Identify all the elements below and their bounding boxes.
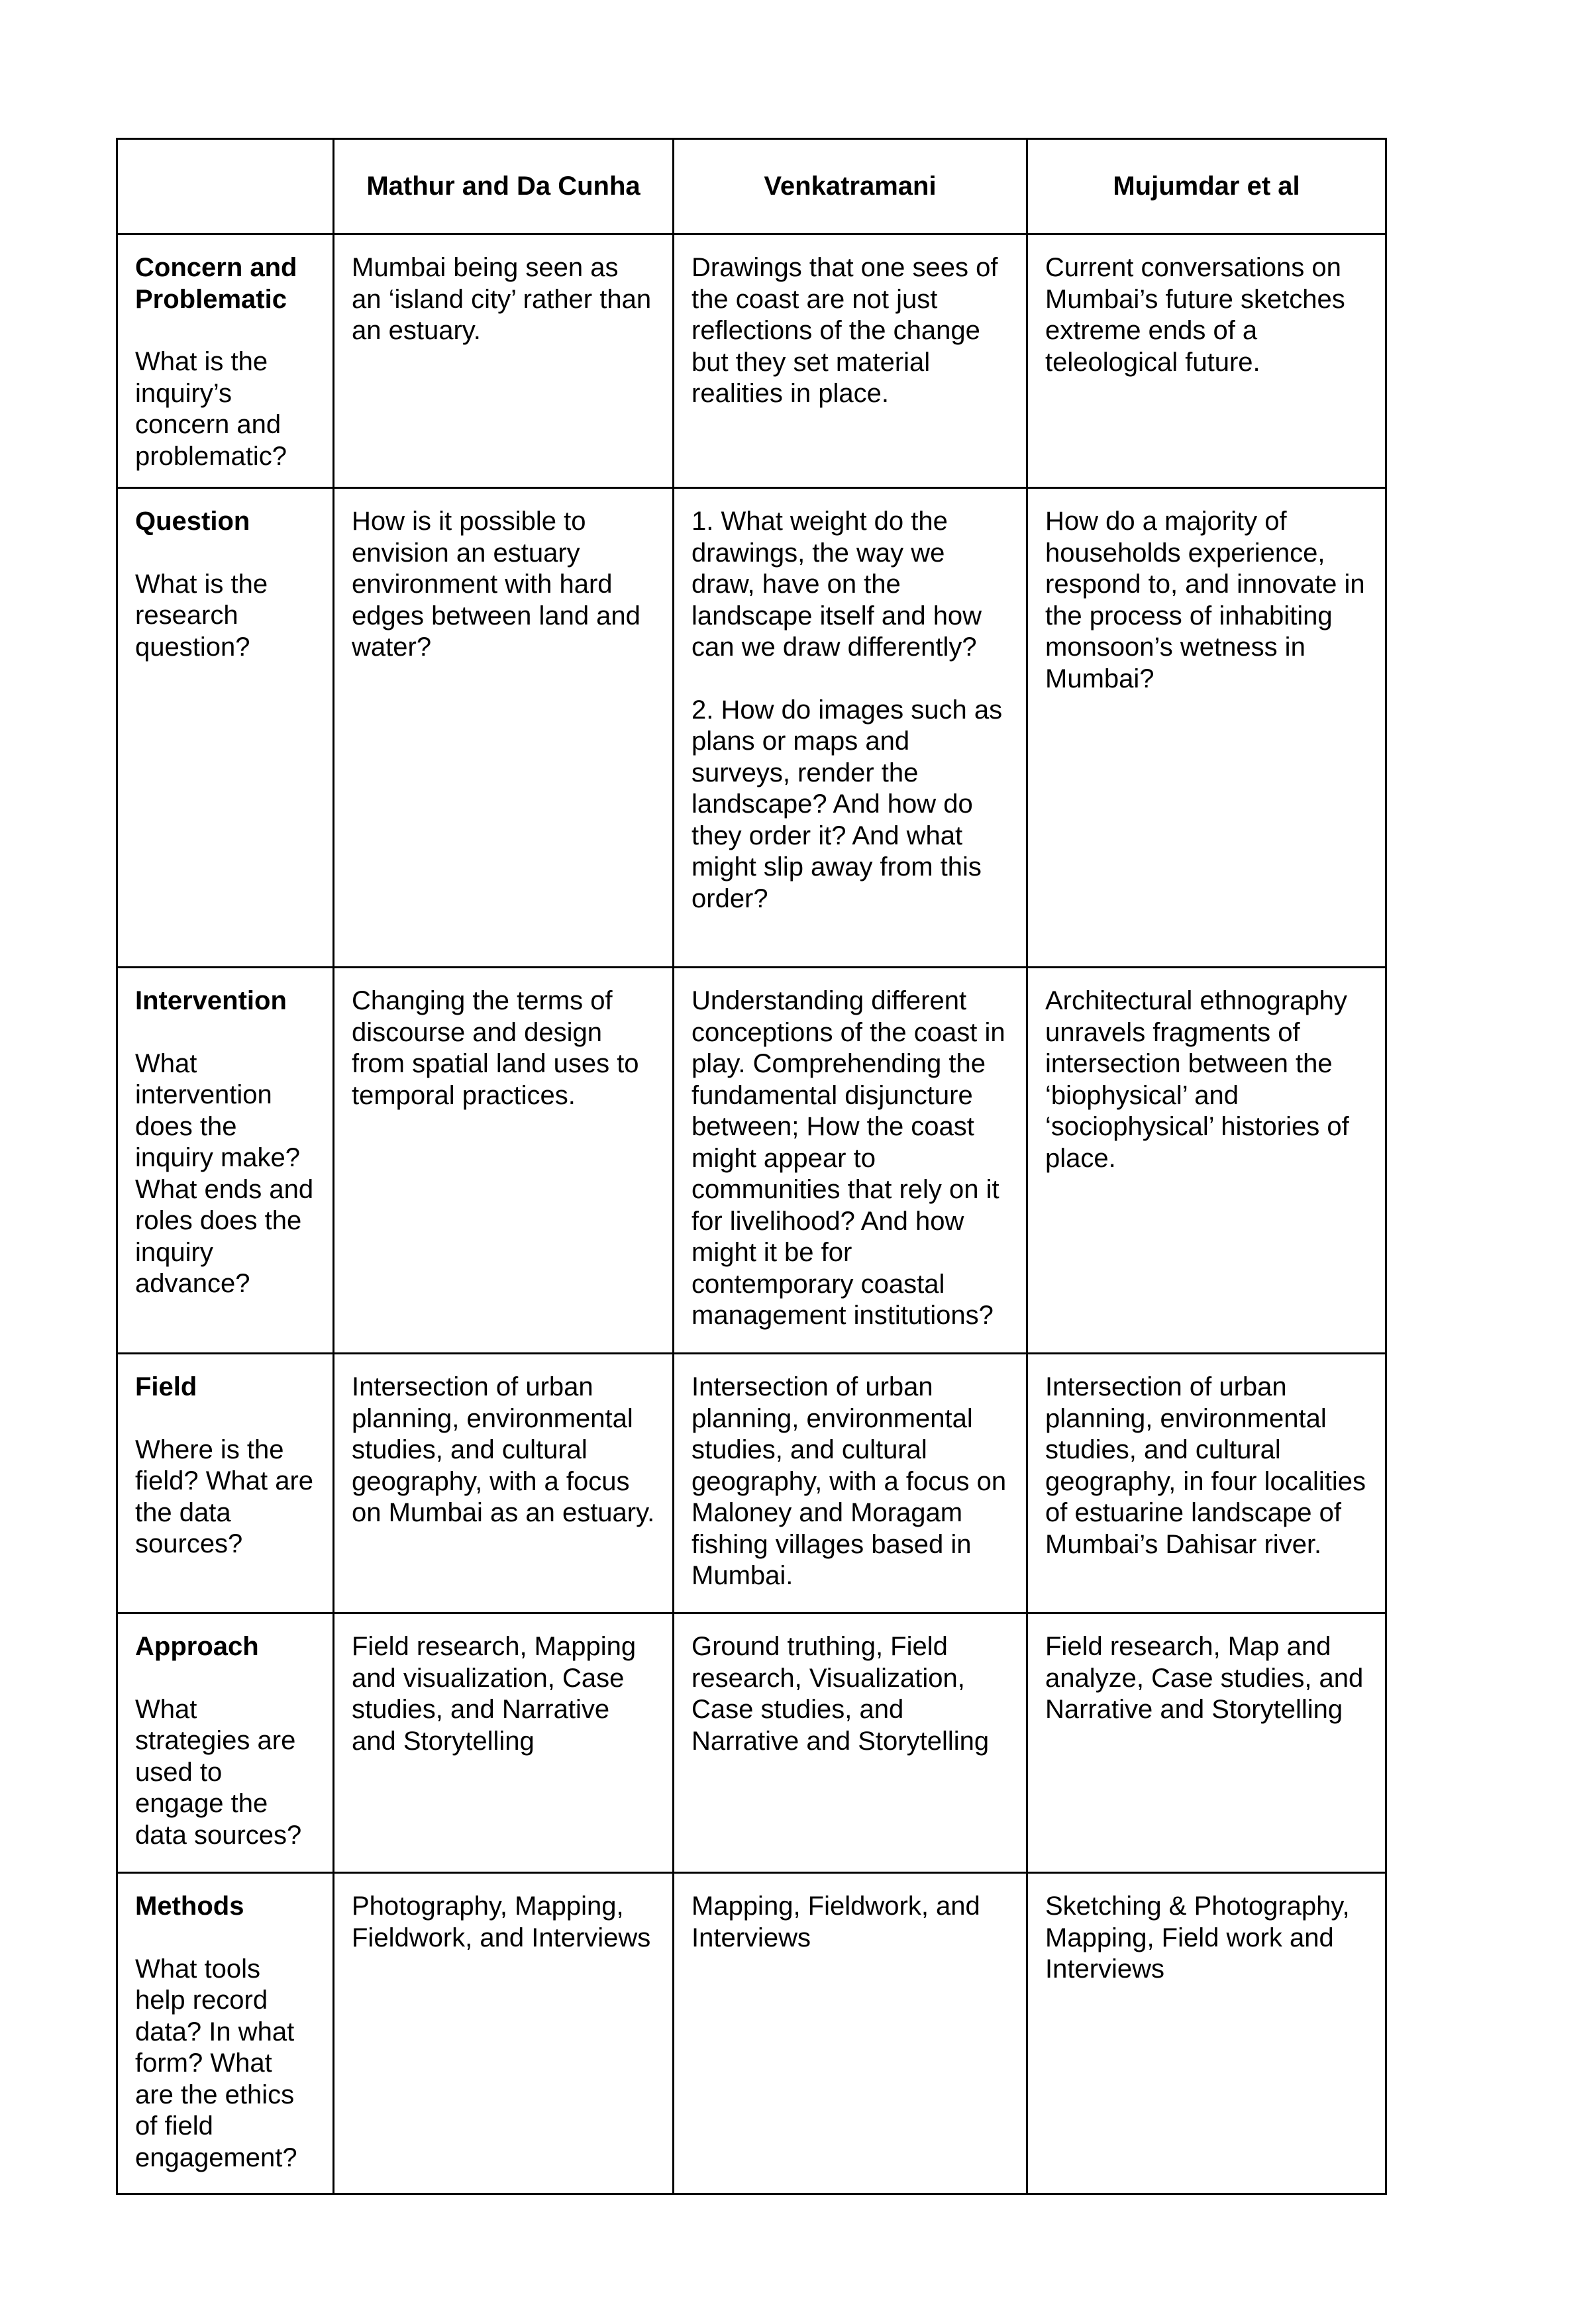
row-title: Methods (135, 1892, 244, 1921)
row-title: Approach (135, 1632, 259, 1661)
header-cell-mujumdar: Mujumdar et al (1027, 139, 1386, 234)
table-row-question (117, 488, 1386, 968)
header-row (117, 139, 1386, 234)
cell-text: Mapping, Fieldwork, and Interviews (691, 1892, 980, 1952)
cell-text: Intersection of urban planning, environmental studies, and cultural geography, in four localities of estuarine landscape of Mumbai’s Dahisar river. (1045, 1372, 1366, 1559)
cell-text: Mumbai being seen as an ‘island city’ rather than an estuary. (352, 253, 652, 345)
table-row-field (117, 1354, 1386, 1613)
row-header-cell (117, 1354, 334, 1613)
table-cell (334, 1613, 674, 1873)
row-header-cell (117, 1613, 334, 1873)
header-cell-venkatramani: Venkatramani (674, 139, 1027, 234)
table-cell (674, 1613, 1027, 1873)
table-cell (334, 234, 674, 488)
row-title: Intervention (135, 986, 287, 1015)
row-header-cell (117, 488, 334, 968)
row-prompt: What is the inquiry’s concern and problematic? (135, 347, 287, 471)
row-title: Concern and Problematic (135, 253, 297, 314)
cell-text: Intersection of urban planning, environmental studies, and cultural geography, with a focus on Mumbai as an estuary. (352, 1372, 655, 1527)
row-title: Question (135, 507, 250, 536)
table-cell (1027, 1613, 1386, 1873)
table-cell (334, 1873, 674, 2194)
table-cell (334, 1354, 674, 1613)
table-row-concern (117, 234, 1386, 488)
cell-text: Architectural ethnography unravels fragments of intersection between the ‘biophysical’ and ‘sociophysical’ histories of place. (1045, 986, 1349, 1173)
row-header-cell (117, 968, 334, 1354)
cell-text: Sketching & Photography, Mapping, Field work and Interviews (1045, 1892, 1350, 1984)
table-cell (674, 1354, 1027, 1613)
cell-text: Ground truthing, Field research, Visualization, Case studies, and Narrative and Storytelling (691, 1632, 990, 1756)
table-row-methods (117, 1873, 1386, 2194)
cell-text: How is it possible to envision an estuary environment with hard edges between land and water? (352, 507, 640, 662)
cell-text: Changing the terms of discourse and design from spatial land uses to temporal practices. (352, 986, 639, 1110)
row-prompt: Where is the field? What are the data sources? (135, 1435, 314, 1558)
row-prompt: What strategies are used to engage the data sources? (135, 1694, 302, 1850)
comparison-table (116, 138, 1387, 2195)
table-row-approach (117, 1613, 1386, 1873)
table-cell (1027, 1873, 1386, 2194)
table-cell (674, 234, 1027, 488)
table-cell (1027, 968, 1386, 1354)
table-cell (334, 968, 674, 1354)
table-cell (674, 1873, 1027, 2194)
row-prompt: What is the research question? (135, 569, 268, 662)
table-cell (674, 968, 1027, 1354)
table-cell (1027, 234, 1386, 488)
table-row-intervention (117, 968, 1386, 1354)
cell-text: Field research, Mapping and visualization, Case studies, and Narrative and Storytelling (352, 1632, 637, 1756)
cell-text: Field research, Map and analyze, Case studies, and Narrative and Storytelling (1045, 1632, 1364, 1724)
table-cell (674, 488, 1027, 968)
header-cell-mathur-da-cunha: Mathur and Da Cunha (334, 139, 674, 234)
cell-text: Intersection of urban planning, environmental studies, and cultural geography, with a focus on Maloney and Moragam fishing villages based in Mumbai. (691, 1372, 1007, 1590)
cell-text: How do a majority of households experience, respond to, and innovate in the process of inhabiting monsoon’s wetness in Mumbai? (1045, 507, 1365, 693)
table-cell (1027, 488, 1386, 968)
cell-text: 1. What weight do the drawings, the way we draw, have on the landscape itself and how can we draw differently? (691, 507, 982, 662)
cell-text: Drawings that one sees of the coast are not just reflections of the change but they set material realities in place. (691, 253, 998, 408)
row-header-cell (117, 1873, 334, 2194)
cell-text: 2. How do images such as plans or maps and surveys, render the landscape? And how do they order it? And what might slip away from this order? (691, 695, 1003, 913)
table-cell (1027, 1354, 1386, 1613)
cell-text: Understanding different conceptions of the coast in play. Comprehending the fundamental disjuncture between; How the coast might appear to communities that rely on it for livelihood? And how might it be for contemporary coastal management institutions? (691, 986, 1005, 1330)
cell-text: Current conversations on Mumbai’s future sketches extreme ends of a teleological future. (1045, 253, 1345, 377)
header-cell-empty (117, 139, 334, 234)
row-title: Field (135, 1372, 197, 1401)
row-prompt: What tools help record data? In what form? What are the ethics of field engagement? (135, 1954, 297, 2172)
cell-text: Photography, Mapping, Fieldwork, and Interviews (352, 1892, 651, 1952)
table-cell (334, 488, 674, 968)
row-prompt: What intervention does the inquiry make? What ends and roles does the inquiry advance? (135, 1048, 314, 1298)
row-header-cell (117, 234, 334, 488)
